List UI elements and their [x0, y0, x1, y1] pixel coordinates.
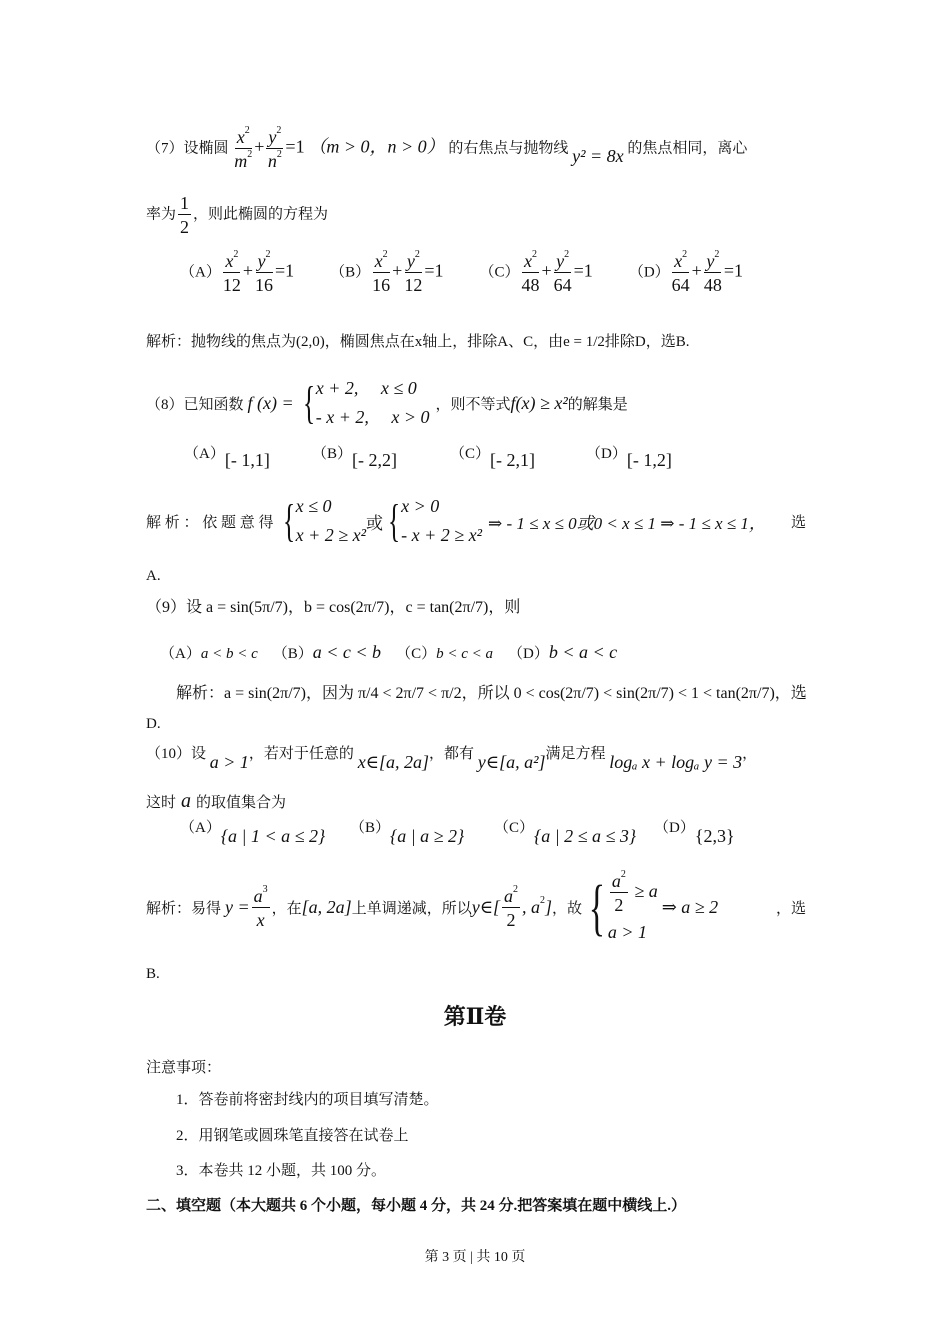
option-label: （D）: [628, 264, 670, 281]
q10-stem-f: 这时: [146, 795, 177, 811]
question-8: [146, 378, 628, 428]
option-label: （A）: [180, 820, 221, 836]
analysis-d: ，故: [552, 901, 583, 917]
option-label: （B）: [330, 264, 371, 281]
option-label: （B）: [312, 446, 353, 462]
denom: 64: [671, 275, 690, 295]
sys-row: x ≤ 0: [295, 496, 332, 516]
q7-analysis: 解析：抛物线的焦点为(2,0)，椭圆焦点在x轴上，排除A、C，由e = 1/2排除D，选B.: [146, 334, 690, 350]
option-value: [- 2,2]: [352, 450, 397, 470]
q10-option-d[interactable]: [654, 816, 735, 846]
system-2: { x > 0 - x + 2 ≥ x²: [387, 495, 483, 546]
q8-option-a[interactable]: [184, 442, 270, 470]
option-label: （B）: [350, 820, 391, 836]
q8-answer: A.: [146, 568, 161, 584]
q9-option-b[interactable]: [272, 642, 382, 662]
option-value: {2,3}: [694, 826, 735, 846]
option-value: {a | 2 ≤ a ≤ 3}: [534, 826, 637, 846]
denom: 12: [404, 275, 423, 295]
q10-stem-c: ，都有: [429, 746, 475, 762]
part2-title: 第Ⅱ卷: [443, 1004, 507, 1029]
option-label: （C）: [396, 646, 437, 662]
page-footer: 第 3 页 | 共 10 页: [424, 1250, 526, 1265]
q9-answer: D.: [146, 716, 161, 732]
q10-option-c[interactable]: [494, 816, 637, 846]
ellipse-term-x: $\frac{x^2}{m^2}$: [234, 125, 253, 171]
piece2: - x + 2,: [315, 407, 369, 427]
q7-stem-c: 的焦点相同，离心: [627, 140, 748, 157]
sys-row: x + 2 ≥ x²: [295, 525, 367, 545]
analysis-b: ，在: [271, 901, 302, 917]
fx-label: f (x) =: [247, 392, 294, 413]
analysis-a: 解析：易得: [146, 901, 222, 917]
q9-option-d[interactable]: [507, 642, 618, 662]
log-equation: logₐ x + logₐ y = 3: [609, 752, 743, 772]
q8-stem: （8）已知函数: [146, 396, 244, 413]
cond1: x ≤ 0: [380, 378, 417, 398]
notice-item-1: 1．答卷前将密封线内的项目填写清楚。: [176, 1092, 439, 1108]
notice-item-3: 3．本卷共 12 小题，共 100 分。: [176, 1163, 387, 1179]
q10-analysis: 解析：易得 y = $\frac{a^3}{x}$ ，在 [a, 2a] 上单调递减，所以 y∈[ $\frac{a^2}{2}$ , $a^2$] ，故 { $\frac{a^2}{2}$ ≥ a a > 1 ⇒ a ≥ 2 ，选: [146, 869, 806, 942]
q10-stem-g: 的取值集合为: [196, 795, 287, 811]
question-7-line2: [146, 194, 328, 236]
option-value: [- 1,2]: [626, 450, 672, 470]
q9-option-c[interactable]: [396, 646, 493, 662]
cond2: x > 0: [391, 407, 430, 427]
inequality: f(x) ≥ x²: [510, 392, 568, 413]
denom: 64: [553, 275, 572, 295]
q7-stem-d: 率为: [146, 206, 177, 223]
section-heading: 二、填空题（本大题共 6 个小题，每小题 4 分，共 24 分.把答案填在题中横线上.）: [146, 1198, 687, 1214]
q8-analysis: [146, 496, 806, 546]
interval: [a, 2a]: [301, 897, 352, 917]
q8-stem-c: 的解集是: [567, 396, 628, 413]
q8-stem-b: ，则不等式: [435, 396, 511, 413]
option-label: （A）: [180, 264, 221, 281]
piece1: x + 2,: [315, 378, 359, 398]
question-10: [146, 742, 758, 772]
half-fraction: $\frac{1}{2}$: [180, 193, 190, 237]
analysis-text: 解析：a = sin(2π/7)，因为 π/4 < 2π/7 < π/2，所以 0 < cos(2π/7) < sin(2π/7) < 1 < tan(2π/7)，选: [176, 685, 807, 702]
system-1: { x ≤ 0 x + 2 ≥ x²: [282, 495, 367, 546]
notice-item-2: 2．用钢笔或圆珠笔直接答在试卷上: [176, 1128, 409, 1144]
q7-stem-b: 的右焦点与抛物线: [448, 140, 569, 157]
ellipse-term-y: $\frac{y^2}{n^2}$: [267, 125, 282, 171]
option-value: {a | 1 < a ≤ 2}: [220, 826, 326, 846]
option-label: （A）: [160, 646, 201, 662]
option-label: （D）: [586, 446, 627, 462]
q10-stem-e: ，: [742, 746, 758, 762]
cond-x: x∈[a, 2a]: [357, 752, 430, 772]
q9-option-a[interactable]: [160, 646, 258, 662]
question-7: （7）设椭圆 $\frac{x^2}{m^2}$ + $\frac{y^2}{n^2}$ =1 （m > 0，n > 0） 的右焦点与抛物线 y² = 8x 的焦点相同，离心: [146, 125, 748, 171]
q8-option-b[interactable]: [312, 442, 397, 470]
system-a: { $\frac{a^2}{2}$ ≥ a a > 1: [588, 869, 658, 942]
result: ⇒ a ≥ 2: [661, 897, 719, 917]
q10-answer: B.: [146, 966, 160, 982]
analysis-c: 上单调递减，所以: [351, 901, 472, 917]
option-value: [- 2,1]: [490, 450, 535, 470]
q10-line2: 这时 a 的取值集合为: [146, 790, 287, 812]
option-value: [- 1,1]: [224, 450, 270, 470]
option-label: （D）: [654, 820, 695, 836]
option-label: （A）: [184, 446, 225, 462]
denom: 12: [222, 275, 241, 295]
denom: 16: [372, 275, 391, 295]
option-label: （D）: [507, 646, 549, 662]
q8-option-c[interactable]: [450, 442, 535, 470]
q9-analysis: [176, 680, 806, 703]
q7-options: [180, 249, 743, 295]
q9-stem: （9）设 a = sin(5π/7)，b = cos(2π/7)，c = tan(2π/7)，则: [146, 599, 521, 616]
q7-stem: （7）设椭圆: [146, 140, 229, 157]
choose-text: 选: [790, 514, 806, 531]
question-9: [146, 594, 520, 617]
option-value: a < b < c: [200, 646, 258, 662]
parabola-eq: y² = 8x: [572, 146, 624, 167]
denom: 48: [703, 275, 722, 295]
analysis-prefix: 解 析 ： 依 题 意 得: [146, 514, 274, 531]
q7-stem-e: ，则此椭圆的方程为: [193, 206, 329, 223]
option-value: b < a < c: [548, 642, 618, 662]
q9-options: [160, 642, 617, 663]
or-text: 或: [366, 513, 384, 533]
option-value: a < c < b: [312, 642, 382, 662]
denom: 48: [521, 275, 540, 295]
q10-stem-a: （10）设: [146, 746, 207, 762]
denom: 16: [255, 275, 273, 295]
q7-option-a[interactable]: （A） $\frac{x^2}{12}$ + $\frac{y^2}{16}$ =1: [180, 249, 295, 295]
option-label: （C）: [479, 264, 520, 281]
option-value: {a | a ≥ 2}: [390, 826, 465, 846]
q10-stem-b: ，若对于任意的: [248, 746, 354, 762]
option-value: b < c < a: [436, 646, 493, 662]
option-label: （C）: [450, 446, 491, 462]
q10-stem-d: 满足方程: [545, 746, 606, 762]
notice-title: 注意事项：: [146, 1060, 222, 1076]
sys-row: - x + 2 ≥ x²: [401, 525, 483, 545]
q7-option-c[interactable]: （C） $\frac{x^2}{48}$ + $\frac{y^2}{64}$ =1: [479, 249, 593, 295]
analysis-tail: ⇒ - 1 ≤ x ≤ 0或0 < x ≤ 1 ⇒ - 1 ≤ x ≤ 1，: [488, 513, 766, 533]
q8-option-d[interactable]: [586, 442, 672, 470]
piecewise-def: { x + 2, x ≤ 0 - x + 2, x > 0: [302, 377, 430, 428]
q7-condition: （m > 0，n > 0）: [308, 136, 445, 157]
q10-option-a[interactable]: [180, 816, 326, 846]
choose-text: ，选: [775, 901, 806, 917]
cond-y: y∈[a, a²]: [477, 752, 546, 772]
q10-option-b[interactable]: [350, 816, 465, 846]
option-label: （B）: [272, 646, 313, 662]
cond-a: a > 1: [209, 752, 249, 772]
option-label: （C）: [494, 820, 535, 836]
q7-option-b[interactable]: （B） $\frac{x^2}{16}$ + $\frac{y^2}{12}$ =1: [330, 249, 444, 295]
sys-row: x > 0: [401, 496, 440, 516]
q7-option-d[interactable]: （D） $\frac{x^2}{64}$ + $\frac{y^2}{48}$ =1: [628, 249, 743, 295]
